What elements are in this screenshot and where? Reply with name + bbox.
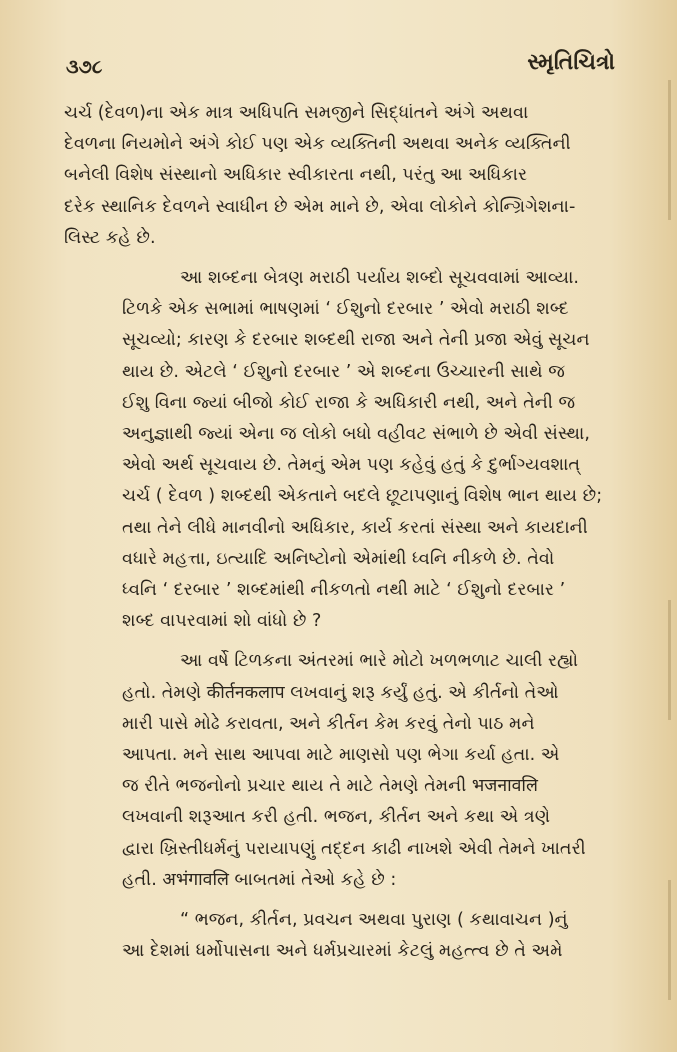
paragraph-1 [64,98,621,254]
running-title: સ્મૃતિચિત્રો [527,50,615,75]
text-line: દેવળના નિયમોને અંગે કોઈ પણ એક વ્યક્તિની અથવા અનેક વ્યક્તિની [64,134,571,155]
text-line: થાય છે. એટલે ‘ ઈશુનો દરબાર ’ એ શબ્દના ઉચ્ચારની સાથે જ [122,361,565,382]
page-edge-shadow [668,880,671,1000]
text-line: અનુજ્ઞાથી જ્યાં એના જ લોકો બધો વહીવટ સંભાળે છે એવી સંસ્થા, [122,424,590,445]
text-line: ધ્વનિ ‘ દરબાર ’ શબ્દમાંથી નીકળતો નથી માટે ‘ ઈશુનો દરબાર ’ [122,580,566,601]
text-line: આ શબ્દના બેત્રણ મરાઠી પર્યાય શબ્દો સૂચવવામાં આવ્યા. [180,268,579,289]
body-text [64,98,621,967]
text-line: લિસ્ટ કહે છે. [64,227,156,248]
page-header [66,50,615,84]
text-line: ચર્ચ ( દેવળ ) શબ્દથી એકતાને બદલે છૂટાપણાનું વિશેષ ભાન થાય છે; [122,486,603,507]
text-line: હતી. अभंगावलि બાબતમાં તેઓ કહે છે : [122,869,397,890]
text-line: ચર્ચ (દેવળ)ના એક માત્ર અધિપતિ સમજીને સિદ્ધાંતને અંગે અથવા [64,103,529,123]
page-edge-shadow [668,80,671,220]
text-line: લખવાની શરૂઆત કરી હતી. ભજન, કીર્તન અને કથા એ ત્રણે [122,807,551,828]
text-line: આપતા. મને સાથ આપવા માટે માણસો પણ ભેગા કર્યા હતા. એ [122,745,560,766]
page-number: ૩૭૮ [66,56,103,78]
text-line: આ વર્ષે ટિળકના અંતરમાં ભારે મોટો ખળભળાટ ચાલી રહ્યો [180,651,578,672]
text-line: બનેલી વિશેષ સંસ્થાનો અધિકાર સ્વીકારતા નથી, પરંતુ આ અધિકાર [64,165,528,186]
text-line: હતો. તેમણે कीर्तनकलाप લખવાનું શરૂ કર્યું હતું. એ કીર્તનો તેઓ [122,682,559,703]
text-line: એવો અર્થ સૂચવાય છે. તેમનું એમ પણ કહેવું હતું કે દુર્ભાગ્યવશાત્ [122,455,581,476]
text-line: આ દેશમાં ધર્મોપાસના અને ધર્મપ્રચારમાં કેટલું મહત્ત્વ છે તે અમે [122,941,563,962]
paragraph-3 [64,646,621,896]
text-line: શબ્દ વાપરવામાં શો વાંધો છે ? [122,611,322,632]
text-line: ઈશુ વિના જ્યાં બીજો કોઈ રાજા કે અધિકારી નથી, અને તેની જ [122,392,576,413]
text-line: તથા તેને લીધે માનવીનો અધિકાર, કાર્ય કરતાં સંસ્થા અને કાયદાની [122,517,588,538]
text-line: દ્વારા ખ્રિસ્તીધર્મનું પરાયાપણું તદ્દન કાઢી નાખશે એવી તેમને ખાતરી [122,838,586,859]
text-line: દરેક સ્થાનિક દેવળને સ્વાધીન છે એમ માને છે, એવા લોકોને કોન્ગ્રિગેશના- [64,196,576,217]
text-line: ટિળકે એક સભામાં ભાષણમાં ‘ ઈશુનો દરબાર ’ એવો મરાઠી શબ્દ [122,299,569,320]
text-line: વધારે મહત્તા, ઇત્યાદિ અનિષ્ટોનો એમાંથી ધ્વનિ નીકળે છે. તેવો [122,548,555,569]
text-line: મારી પાસે મોઢે કરાવતા, અને કીર્તન કેમ કરવું તેનો પાઠ મને [122,713,535,734]
paragraph-4 [64,905,621,967]
text-line: “ ભજન, કીર્તન, પ્રવચન અથવા પુરાણ ( કથાવાચન )નું [180,910,568,931]
paragraph-2 [64,263,621,637]
text-line: સૂચવ્યો; કારણ કે દરબાર શબ્દથી રાજા અને તેની પ્રજા એવું સૂચન [122,330,590,351]
text-line: જ રીતે ભજનોનો પ્રચાર થાય તે માટે તેમણે તેમની भजनावलि [122,776,538,797]
page-edge-shadow [668,600,671,720]
